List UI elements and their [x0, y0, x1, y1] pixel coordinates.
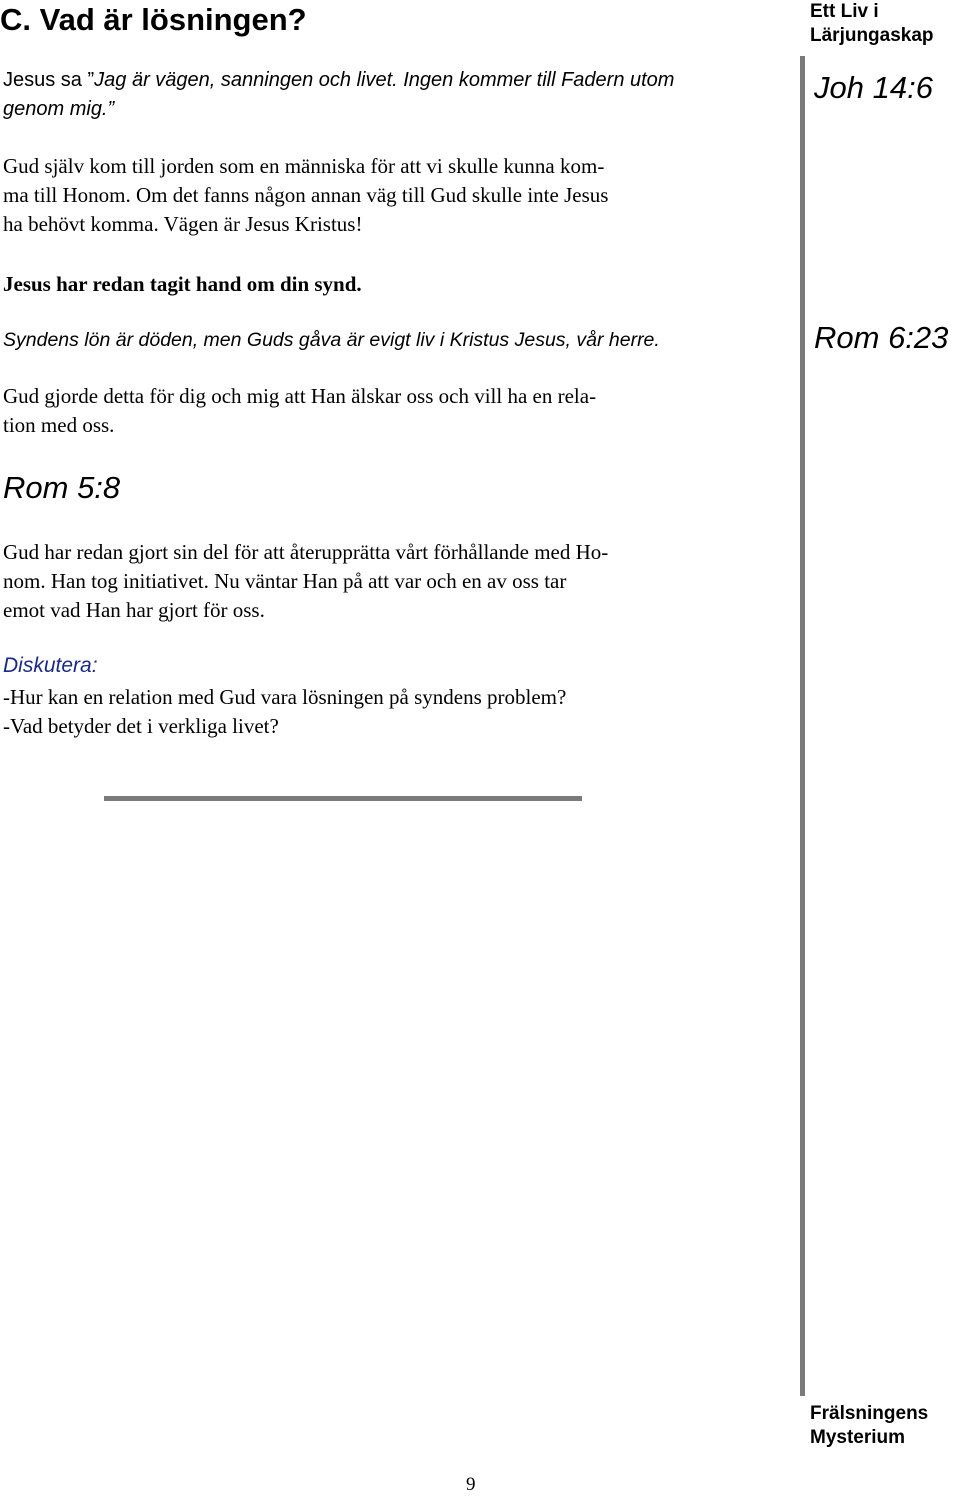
paragraph-1-line-1: Gud själv kom till jorden som en människa för att vi skulle kunna kom- — [3, 154, 605, 178]
paragraph-3 — [3, 538, 608, 625]
discussion-question-1: -Hur kan en relation med Gud vara lösningen på syndens problem? — [3, 685, 567, 709]
page-title: C. Vad är lösningen? — [0, 2, 307, 37]
verse-ref-rom-6-23: Rom 6:23 — [814, 320, 949, 355]
paragraph-3-line-2: nom. Han tog initiativet. Nu väntar Han på att var och en av oss tar — [3, 569, 567, 593]
verse-quote-rom-6-23: Syndens lön är döden, men Guds gåva är evigt liv i Kristus Jesus, vår herre. — [3, 329, 660, 351]
paragraph-3-line-1: Gud har redan gjort sin del för att återupprätta vårt förhållande med Ho- — [3, 540, 609, 564]
paragraph-1-line-3: ha behövt komma. Vägen är Jesus Kristus! — [3, 212, 363, 236]
paragraph-2 — [3, 382, 596, 440]
margin-divider-vertical — [800, 56, 805, 1396]
section-header-line-1: Ett Liv i — [810, 1, 879, 22]
paragraph-2-line-1: Gud gjorde detta för dig och mig att Han älskar oss och vill ha en rela- — [3, 384, 597, 408]
bold-heading: Jesus har redan tagit hand om din synd. — [3, 272, 362, 296]
divider-horizontal — [104, 796, 582, 801]
paragraph-3-line-3: emot vad Han har gjort för oss. — [3, 598, 265, 622]
discussion-label: Diskutera: — [3, 654, 98, 677]
verse-ref-rom-5-8: Rom 5:8 — [3, 470, 121, 505]
verse-ref-joh-14-6: Joh 14:6 — [814, 70, 933, 105]
intro-paragraph — [3, 66, 674, 124]
intro-line-2: genom mig.” — [3, 98, 115, 120]
intro-line-1: Jesus sa ”Jag är vägen, sanningen och livet. Ingen kommer till Fadern utom — [3, 69, 675, 91]
page-number: 9 — [466, 1474, 476, 1495]
section-footer — [810, 1402, 928, 1450]
intro-prefix: Jesus sa — [3, 69, 88, 91]
paragraph-1 — [3, 152, 608, 239]
intro-quote-2: genom mig. — [3, 98, 108, 120]
paragraph-1-line-2: ma till Honom. Om det fanns någon annan väg till Gud skulle inte Jesus — [3, 183, 609, 207]
section-footer-line-1: Frälsningens — [810, 1403, 929, 1424]
discussion-question-2: -Vad betyder det i verkliga livet? — [3, 714, 279, 738]
section-header — [810, 0, 934, 48]
intro-quote-1: Jag är vägen, sanningen och livet. Ingen kommer till Fadern utom — [94, 69, 675, 91]
paragraph-2-line-2: tion med oss. — [3, 413, 115, 437]
discussion-questions — [3, 683, 566, 741]
section-header-line-2: Lärjungaskap — [810, 25, 934, 46]
section-footer-line-2: Mysterium — [810, 1427, 906, 1448]
